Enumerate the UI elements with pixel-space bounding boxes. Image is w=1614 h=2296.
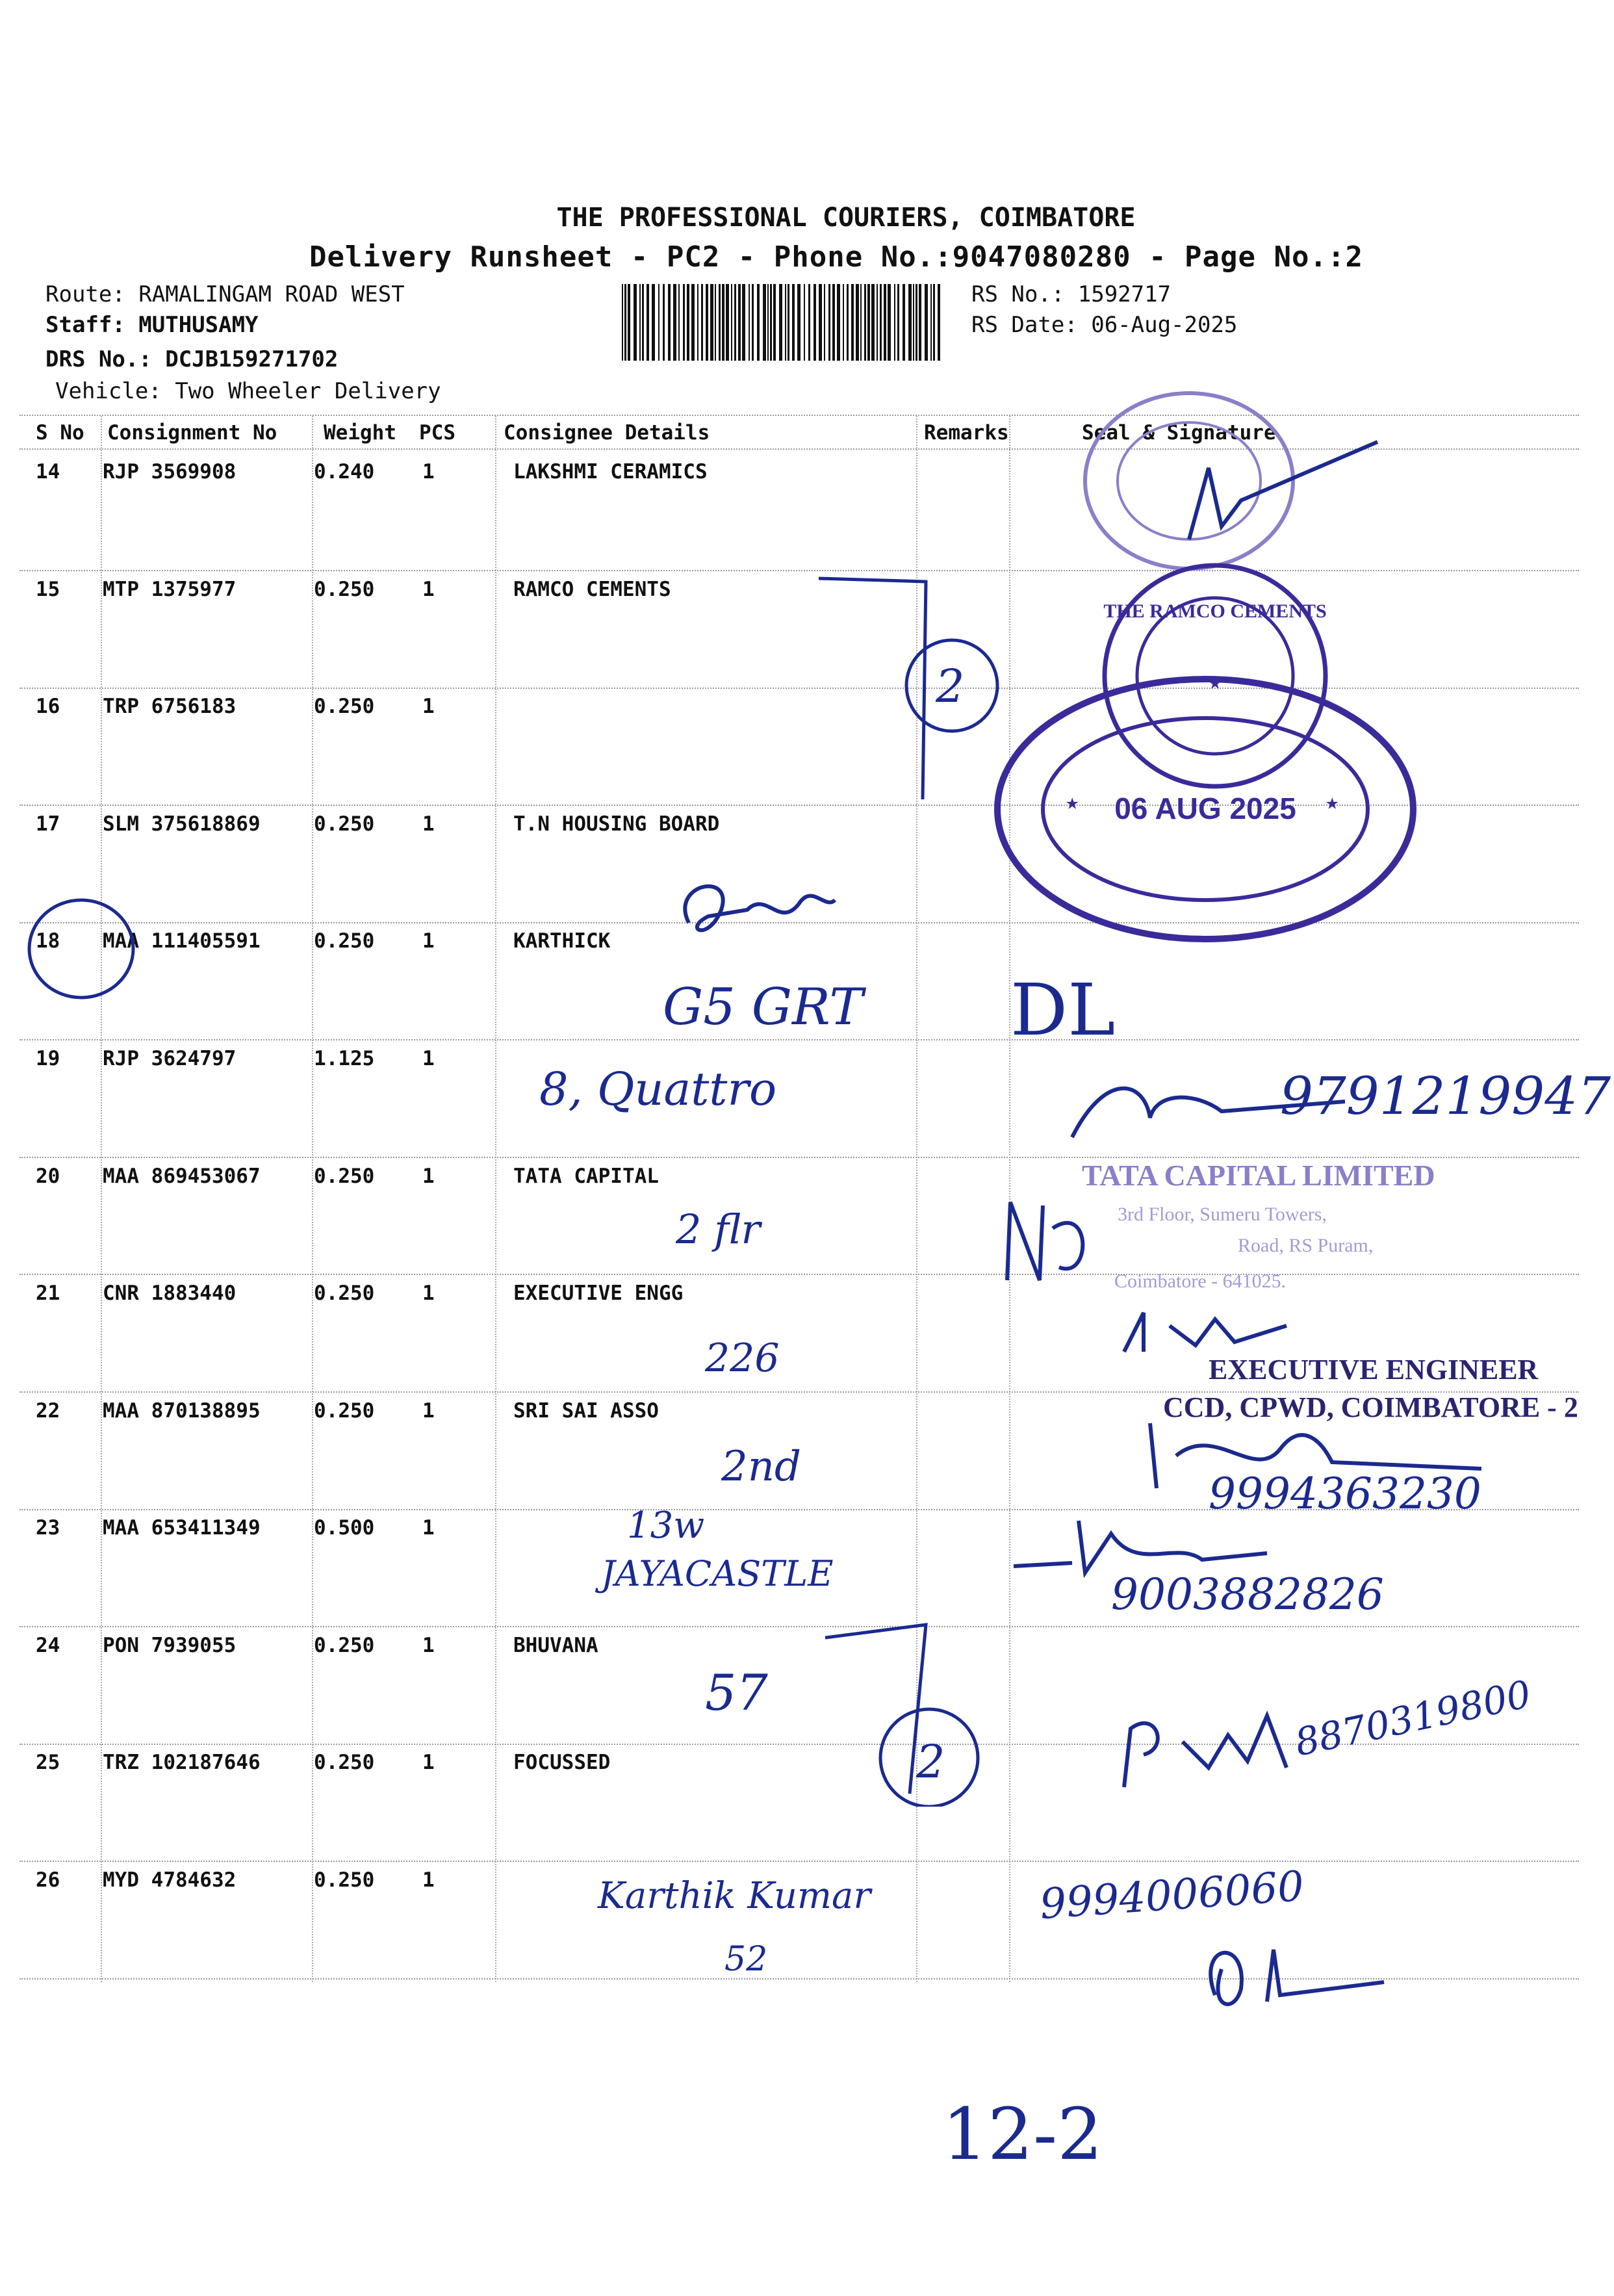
barcode-bar bbox=[880, 284, 882, 361]
row-weight: 0.250 bbox=[314, 1634, 375, 1657]
barcode-bar bbox=[715, 284, 716, 361]
barcode-bar bbox=[832, 284, 835, 361]
barcode-bar bbox=[624, 284, 626, 361]
barcode-bar bbox=[658, 284, 660, 361]
barcode-bar bbox=[813, 284, 816, 361]
date-stamp-text: 06 AUG 2025 bbox=[1114, 792, 1296, 825]
row-consignee: T.N HOUSING BOARD bbox=[513, 812, 720, 836]
svg-text:★: ★ bbox=[1208, 669, 1222, 695]
row-pcs: 1 bbox=[422, 695, 435, 718]
barcode-bar bbox=[647, 284, 649, 361]
drs-number: DRS No.: DCJB159271702 bbox=[45, 346, 339, 372]
row-rule bbox=[19, 1274, 1579, 1275]
barcode-bar bbox=[916, 284, 917, 361]
row-pcs: 1 bbox=[422, 1634, 435, 1657]
row-consignment: MAA 870138895 bbox=[103, 1399, 261, 1423]
barcode-bar bbox=[871, 284, 875, 361]
row-sno: 26 bbox=[36, 1868, 60, 1892]
handwritten-phone: 9994006060 bbox=[1038, 1862, 1306, 1929]
barcode-bar bbox=[933, 284, 935, 361]
row-sno: 18 bbox=[36, 929, 60, 953]
row-consignment: MYD 4784632 bbox=[103, 1868, 237, 1892]
row-rule bbox=[19, 1626, 1579, 1627]
barcode-bar bbox=[843, 284, 844, 361]
barcode-bar bbox=[824, 284, 825, 361]
handwritten-address: 52 bbox=[724, 1940, 768, 1979]
tata-stamp-line1: TATA CAPITAL LIMITED bbox=[1082, 1159, 1435, 1192]
row-consignee: SRI SAI ASSO bbox=[513, 1399, 659, 1423]
barcode-bar bbox=[864, 284, 866, 361]
row-consignee: LAKSHMI CERAMICS bbox=[513, 460, 708, 484]
handwritten-address: 8, Quattro bbox=[539, 1063, 777, 1116]
row-weight: 0.250 bbox=[314, 1868, 375, 1892]
signature-17 bbox=[669, 871, 838, 949]
barcode-bar bbox=[757, 284, 760, 361]
post-office-date-stamp bbox=[988, 666, 1423, 952]
signature-20 bbox=[994, 1189, 1124, 1293]
barcode-bar bbox=[673, 284, 676, 361]
row-sno: 22 bbox=[36, 1399, 60, 1423]
exec-stamp-line2: CCD, CPWD, COIMBATORE - 2 bbox=[1163, 1391, 1578, 1423]
row-rule bbox=[19, 570, 1579, 571]
row-weight: 0.250 bbox=[314, 1751, 375, 1774]
barcode-bar bbox=[770, 284, 772, 361]
row-consignment: RJP 3624797 bbox=[103, 1047, 237, 1070]
svg-text:★: ★ bbox=[1066, 789, 1079, 815]
barcode-bar bbox=[792, 284, 795, 361]
row-consignee: EXECUTIVE ENGG bbox=[513, 1282, 684, 1305]
row-sno: 23 bbox=[36, 1516, 60, 1540]
handwritten-phone: 9003882826 bbox=[1111, 1569, 1384, 1619]
barcode-bar bbox=[628, 284, 630, 361]
signature-14 bbox=[1183, 429, 1390, 546]
row-rule bbox=[19, 1861, 1579, 1862]
row-sno: 20 bbox=[36, 1165, 60, 1188]
row-weight: 1.125 bbox=[314, 1047, 375, 1070]
runsheet-subtitle: Delivery Runsheet - PC2 - Phone No.:9047080280 - Page No.:2 bbox=[309, 240, 1363, 274]
tata-stamp-line3: Road, RS Puram, bbox=[1238, 1235, 1374, 1256]
row-consignment: CNR 1883440 bbox=[103, 1282, 237, 1305]
barcode-bar bbox=[877, 284, 878, 361]
row-sno: 21 bbox=[36, 1282, 60, 1305]
row-consignee: BHUVANA bbox=[513, 1634, 598, 1657]
row-pcs: 1 bbox=[422, 812, 435, 836]
barcode-bar bbox=[930, 284, 932, 361]
col-consignment: Consignment No bbox=[107, 421, 277, 445]
barcode bbox=[621, 284, 945, 361]
row-pcs: 1 bbox=[422, 1399, 435, 1423]
row-sno: 19 bbox=[36, 1047, 60, 1070]
vehicle-label: Vehicle: Two Wheeler Delivery bbox=[55, 378, 441, 404]
barcode-bar bbox=[622, 284, 623, 361]
barcode-bar bbox=[738, 284, 741, 361]
barcode-bar bbox=[851, 284, 854, 361]
barcode-bar bbox=[808, 284, 810, 361]
row-consignment: MAA 111405591 bbox=[103, 929, 261, 953]
barcode-bar bbox=[683, 284, 685, 361]
svg-text:2: 2 bbox=[936, 660, 965, 713]
col-seal-signature: Seal & Signature bbox=[1082, 421, 1276, 445]
handwritten-address: 226 bbox=[705, 1335, 780, 1381]
row-weight: 0.500 bbox=[314, 1516, 375, 1540]
handwritten-phone: 8870319800 bbox=[1290, 1671, 1535, 1765]
row-weight: 0.250 bbox=[314, 929, 375, 953]
route-label: Route: RAMALINGAM ROAD WEST bbox=[45, 281, 405, 307]
signature-21 bbox=[1118, 1287, 1313, 1365]
barcode-bar bbox=[652, 284, 655, 361]
barcode-bar bbox=[828, 284, 830, 361]
barcode-bar bbox=[749, 284, 750, 361]
row-consignment: MAA 653411349 bbox=[103, 1516, 261, 1540]
barcode-bar bbox=[731, 284, 732, 361]
barcode-bar bbox=[763, 284, 766, 361]
row-weight: 0.250 bbox=[314, 812, 375, 836]
barcode-bar bbox=[734, 284, 736, 361]
handwritten-address: 2 flr bbox=[676, 1206, 761, 1253]
barcode-bar bbox=[663, 284, 665, 361]
row-consignee: TATA CAPITAL bbox=[513, 1165, 659, 1188]
barcode-bar bbox=[785, 284, 786, 361]
row-rule bbox=[19, 1039, 1579, 1040]
barcode-bar bbox=[706, 284, 708, 361]
barcode-bar bbox=[938, 284, 940, 361]
barcode-bar bbox=[888, 284, 891, 361]
barcode-bar bbox=[710, 284, 713, 361]
row-consignee: FOCUSSED bbox=[513, 1751, 611, 1774]
handwritten-remark: DL bbox=[1010, 968, 1116, 1051]
svg-text:THE RAMCO CEMENTS: THE RAMCO CEMENTS bbox=[1103, 600, 1327, 622]
row-consignment: MTP 1375977 bbox=[103, 578, 237, 601]
handwritten-address: JAYACASTLE bbox=[601, 1553, 834, 1594]
signature-25 bbox=[1118, 1690, 1326, 1800]
signature-23 bbox=[1007, 1508, 1280, 1579]
handwritten-address: Karthik Kumar bbox=[598, 1875, 871, 1917]
rs-date: RS Date: 06-Aug-2025 bbox=[971, 312, 1238, 338]
barcode-bar bbox=[697, 284, 698, 361]
barcode-bar bbox=[752, 284, 754, 361]
barcode-bar bbox=[847, 284, 849, 361]
barcode-bar bbox=[767, 284, 769, 361]
row-consignee: RAMCO CEMENTS bbox=[513, 578, 671, 601]
barcode-bar bbox=[742, 284, 745, 361]
row-pcs: 1 bbox=[422, 1516, 435, 1540]
row-weight: 0.240 bbox=[314, 460, 375, 484]
col-sno: S No bbox=[36, 421, 84, 445]
handwritten-phone: 9791219947 bbox=[1280, 1066, 1611, 1126]
barcode-bar bbox=[691, 284, 695, 361]
handwritten-address: G5 GRT bbox=[663, 978, 864, 1037]
handwritten-address: 13w bbox=[627, 1504, 705, 1547]
tata-stamp-line4: Coimbatore - 641025. bbox=[1114, 1271, 1287, 1292]
col-consignee: Consignee Details bbox=[504, 421, 710, 445]
barcode-bar bbox=[897, 284, 899, 361]
tata-stamp-line2: 3rd Floor, Sumeru Towers, bbox=[1118, 1204, 1327, 1225]
barcode-bar bbox=[925, 284, 928, 361]
staff-label: Staff: MUTHUSAMY bbox=[45, 312, 259, 338]
barcode-bar bbox=[867, 284, 870, 361]
svg-text:★: ★ bbox=[1326, 789, 1339, 815]
barcode-bar bbox=[701, 284, 703, 361]
row-18-circle-mark bbox=[19, 890, 149, 1007]
table-top-rule bbox=[19, 415, 1579, 416]
row-consignment: TRZ 102187646 bbox=[103, 1751, 261, 1774]
row-consignment: MAA 869453067 bbox=[103, 1165, 261, 1188]
row-weight: 0.250 bbox=[314, 1399, 375, 1423]
barcode-bar bbox=[837, 284, 840, 361]
barcode-bar bbox=[687, 284, 689, 361]
barcode-bar bbox=[913, 284, 914, 361]
barcode-bar bbox=[773, 284, 776, 361]
row-sno: 15 bbox=[36, 578, 60, 601]
barcode-bar bbox=[860, 284, 862, 361]
barcode-bar bbox=[726, 284, 729, 361]
barcode-bar bbox=[668, 284, 671, 361]
row-pcs: 1 bbox=[422, 578, 435, 601]
row-consignee: KARTHICK bbox=[513, 929, 611, 953]
barcode-bar bbox=[919, 284, 921, 361]
row-consignment: RJP 3569908 bbox=[103, 460, 237, 484]
col-divider bbox=[101, 416, 102, 1982]
row-consignment: TRP 6756183 bbox=[103, 695, 237, 718]
col-remarks: Remarks bbox=[924, 421, 1009, 445]
barcode-bar bbox=[678, 284, 680, 361]
barcode-bar bbox=[819, 284, 822, 361]
col-divider bbox=[495, 416, 496, 1982]
barcode-bar bbox=[903, 284, 905, 361]
exec-stamp-line1: EXECUTIVE ENGINEER bbox=[1209, 1354, 1539, 1386]
rs-number: RS No.: 1592717 bbox=[971, 281, 1172, 307]
barcode-bar bbox=[634, 284, 637, 361]
barcode-bar bbox=[884, 284, 886, 361]
row-sno: 24 bbox=[36, 1634, 60, 1657]
barcode-bar bbox=[908, 284, 912, 361]
row-pcs: 1 bbox=[422, 1868, 435, 1892]
row-pcs: 1 bbox=[422, 1282, 435, 1305]
barcode-bar bbox=[779, 284, 782, 361]
barcode-bar bbox=[719, 284, 721, 361]
row-sno: 17 bbox=[36, 812, 60, 836]
row-consignment: SLM 375618869 bbox=[103, 812, 261, 836]
row-weight: 0.250 bbox=[314, 1165, 375, 1188]
row-weight: 0.250 bbox=[314, 578, 375, 601]
barcode-bar bbox=[797, 284, 801, 361]
row-weight: 0.250 bbox=[314, 1282, 375, 1305]
col-weight: Weight bbox=[324, 421, 396, 445]
barcode-bar bbox=[642, 284, 644, 361]
row-pcs: 1 bbox=[422, 1751, 435, 1774]
row-sno: 25 bbox=[36, 1751, 60, 1774]
row-pcs: 1 bbox=[422, 1165, 435, 1188]
company-title: THE PROFESSIONAL COURIERS, COIMBATORE bbox=[556, 203, 1136, 233]
row-sno: 16 bbox=[36, 695, 60, 718]
row-consignment: PON 7939055 bbox=[103, 1634, 237, 1657]
barcode-bar bbox=[788, 284, 789, 361]
col-pcs: PCS bbox=[419, 421, 455, 445]
barcode-bar bbox=[894, 284, 895, 361]
svg-text:2: 2 bbox=[916, 1735, 945, 1788]
row-sno: 14 bbox=[36, 460, 60, 484]
row-pcs: 1 bbox=[422, 460, 435, 484]
row-weight: 0.250 bbox=[314, 695, 375, 718]
barcode-bar bbox=[856, 284, 859, 361]
barcode-bar bbox=[804, 284, 805, 361]
handwritten-total: 12-2 bbox=[942, 2093, 1103, 2176]
signature-26 bbox=[1196, 1930, 1390, 2021]
barcode-bar bbox=[722, 284, 724, 361]
handwritten-address: 57 bbox=[705, 1664, 768, 1722]
row-pcs: 1 bbox=[422, 929, 435, 953]
handwritten-address: 2nd bbox=[721, 1443, 801, 1491]
col-divider bbox=[312, 416, 313, 1982]
row-pcs: 1 bbox=[422, 1047, 435, 1070]
barcode-bar bbox=[639, 284, 641, 361]
handwritten-phone: 9994363230 bbox=[1209, 1469, 1481, 1519]
